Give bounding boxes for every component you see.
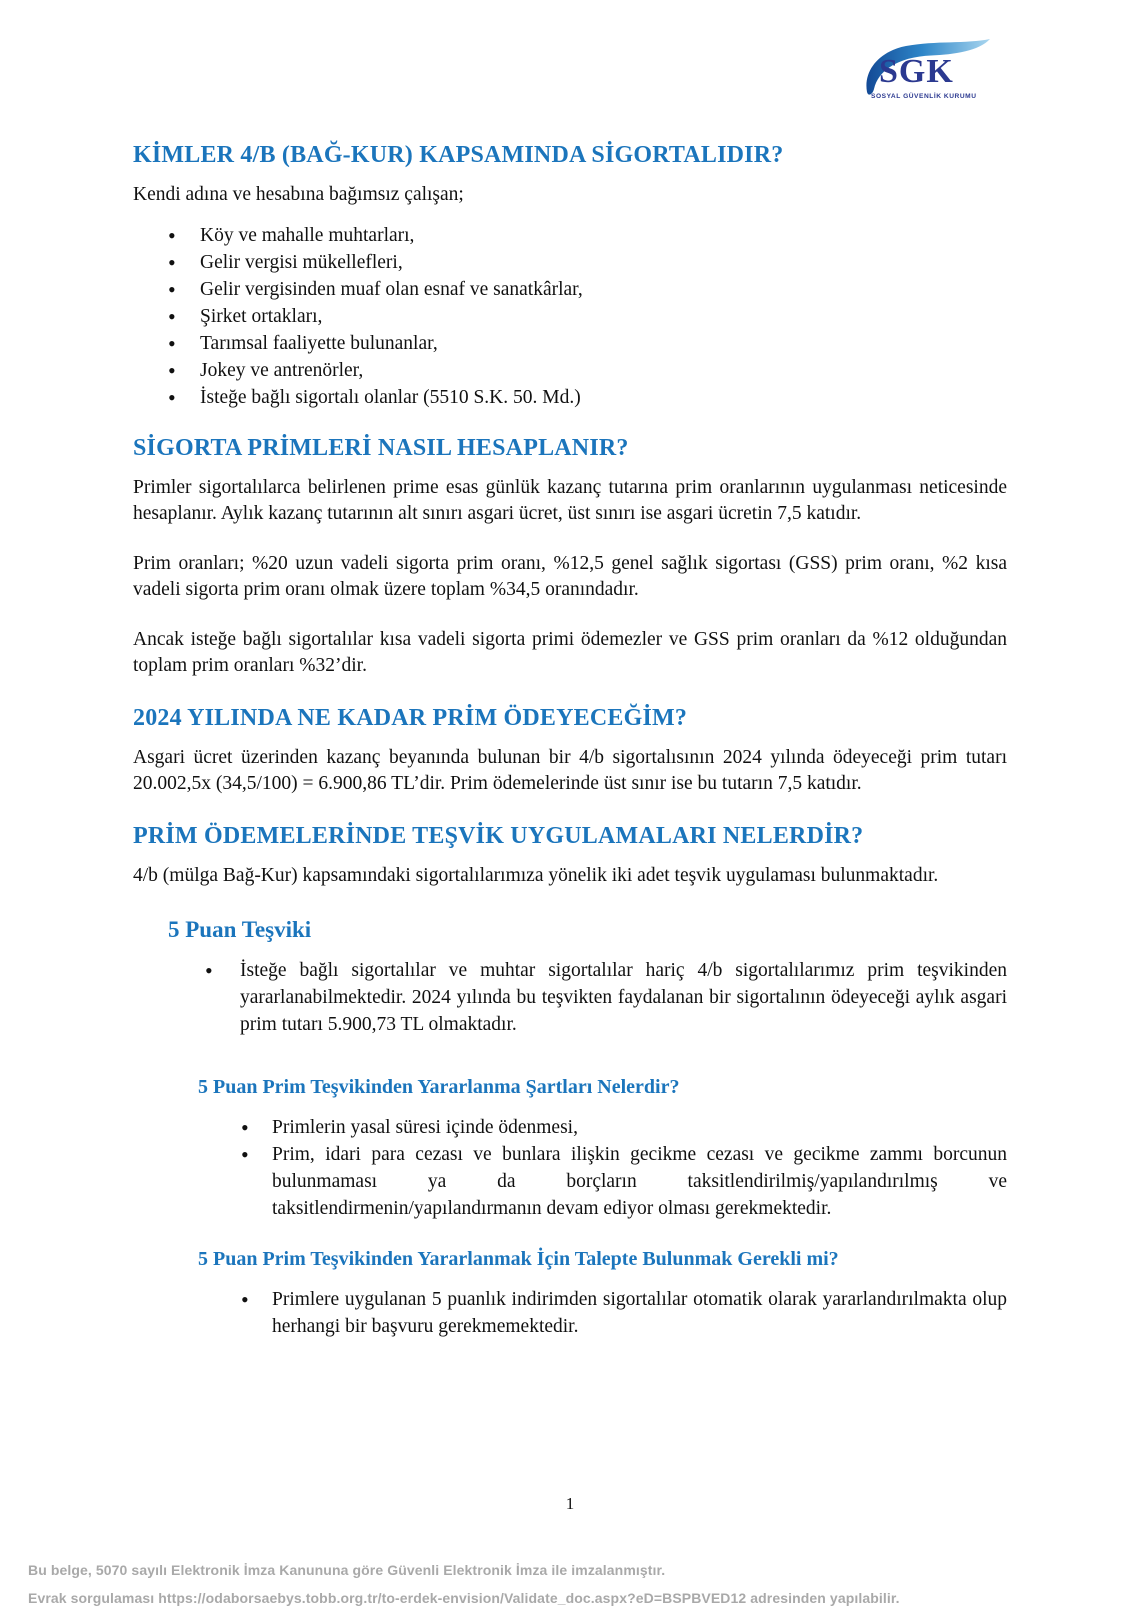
logo-wordmark: SGK (879, 53, 954, 90)
paragraph: 4/b (mülga Bağ-Kur) kapsamındaki sigortalılarımıza yönelik iki adet teşvik uygulaması bulunmaktadır. (133, 865, 939, 886)
document-content (133, 0, 1007, 1340)
paragraph: Prim oranları; %20 uzun vadeli sigorta prim oranı, %12,5 genel sağlık sigortası (GSS) prim oranı, %2 kısa vadeli sigorta prim oranı olmak üzere toplam %34,5 oranındadır. (133, 553, 1007, 600)
list-item: • Şirket ortakları, (168, 303, 1007, 330)
paragraph: Ancak isteğe bağlı sigortalılar kısa vadeli sigorta primi ödemezler ve GSS prim oranları da %12 olduğundan toplam prim oranları %32’dir. (133, 629, 1007, 676)
list-item: • İsteğe bağlı sigortalılar ve muhtar sigortalılar hariç 4/b sigortalılarımız prim teşvikinden yararlanabilmektedir. 2024 yılında bu teşvikten faydalanan bir sigortalının ödeyeceği aylık asgari prim tutarı 5.900,73 TL olmaktadır. (205, 957, 1007, 1038)
heading-kimler-4b: KİMLER 4/B (BAĞ-KUR) KAPSAMINDA SİGORTALIDIR? (133, 142, 784, 168)
list-item: • Gelir vergisinden muaf olan esnaf ve sanatkârlar, (168, 276, 1007, 303)
tesvik-bullet-list (205, 957, 1007, 1038)
list-item: • Köy ve mahalle muhtarları, (168, 222, 1007, 249)
list-item: • Primlere uygulanan 5 puanlık indirimden sigortalılar otomatik olarak yararlandırılmakta olup herhangi bir başvuru gerekmemektedir. (241, 1286, 1007, 1340)
list-item: • İsteğe bağlı sigortalı olanlar (5510 S.K. 50. Md.) (168, 384, 1007, 411)
paragraph-intro: Kendi adına ve hesabına bağımsız çalışan; (133, 184, 464, 205)
subheading-yararlanma-sartlari: 5 Puan Prim Teşvikinden Yararlanma Şartları Nelerdir? (198, 1076, 680, 1098)
heading-2024-prim: 2024 YILINDA NE KADAR PRİM ÖDEYECEĞİM? (133, 705, 688, 731)
list-item: • Gelir vergisi mükellefleri, (168, 249, 1007, 276)
subheading-5-puan-tesviki: 5 Puan Teşviki (168, 917, 312, 942)
list-item: • Jokey ve antrenörler, (168, 357, 1007, 384)
page-number: 1 (565, 1494, 575, 1513)
list-item: • Primlerin yasal süresi içinde ödenmesi, (241, 1114, 1007, 1141)
subheading-talep-gerekli-mi: 5 Puan Prim Teşvikinden Yararlanmak İçin Talepte Bulunmak Gerekli mi? (198, 1248, 839, 1270)
list-item: • Prim, idari para cezası ve bunlara ilişkin gecikme cezası ve gecikme zammı borcunun bulunmaması ya da borçların taksitlendirilmiş/yapılandırılmış ve taksitlendirmenin/yapılandırmanın devam ediyor olması gerekmektedir. (241, 1141, 1007, 1222)
talep-bullet-list (241, 1286, 1007, 1340)
footer-line-1: Bu belge, 5070 sayılı Elektronik İmza Kanununa göre Güvenli Elektronik İmza ile imzalanmıştır. (28, 1562, 666, 1578)
logo-subtitle: SOSYAL GÜVENLİK KURUMU (871, 93, 977, 100)
heading-sigorta-primleri: SİGORTA PRİMLERİ NASIL HESAPLANIR? (133, 435, 629, 461)
list-item: • Tarımsal faaliyette bulunanlar, (168, 330, 1007, 357)
kapsam-bullet-list (168, 222, 1007, 411)
heading-tesvik-uygulamalari: PRİM ÖDEMELERİNDE TEŞVİK UYGULAMALARI NELERDİR? (133, 823, 864, 849)
sartlar-bullet-list (241, 1114, 1007, 1222)
signature-footer (28, 1556, 900, 1612)
paragraph: Primler sigortalılarca belirlenen prime esas günlük kazanç tutarına prim oranlarının uygulanması neticesinde hesaplanır. Aylık kazanç tutarının alt sınırı asgari ücret, üst sınırı ise asgari ücretin 7,5 katıdır. (133, 477, 1007, 524)
paragraph: Asgari ücret üzerinden kazanç beyanında bulunan bir 4/b sigortalısının 2024 yılında ödeyeceği prim tutarı 20.002,5x (34,5/100) = 6.900,86 TL’dir. Prim ödemelerinde üst sınır ise bu tutarın 7,5 katıdır. (133, 747, 1007, 794)
footer-line-2: Evrak sorgulaması https://odaborsaebys.tobb.org.tr/to-erdek-envision/Validate_doc.aspx?eD=BSPBVED12 adresinden yapılabilir. (28, 1590, 900, 1606)
